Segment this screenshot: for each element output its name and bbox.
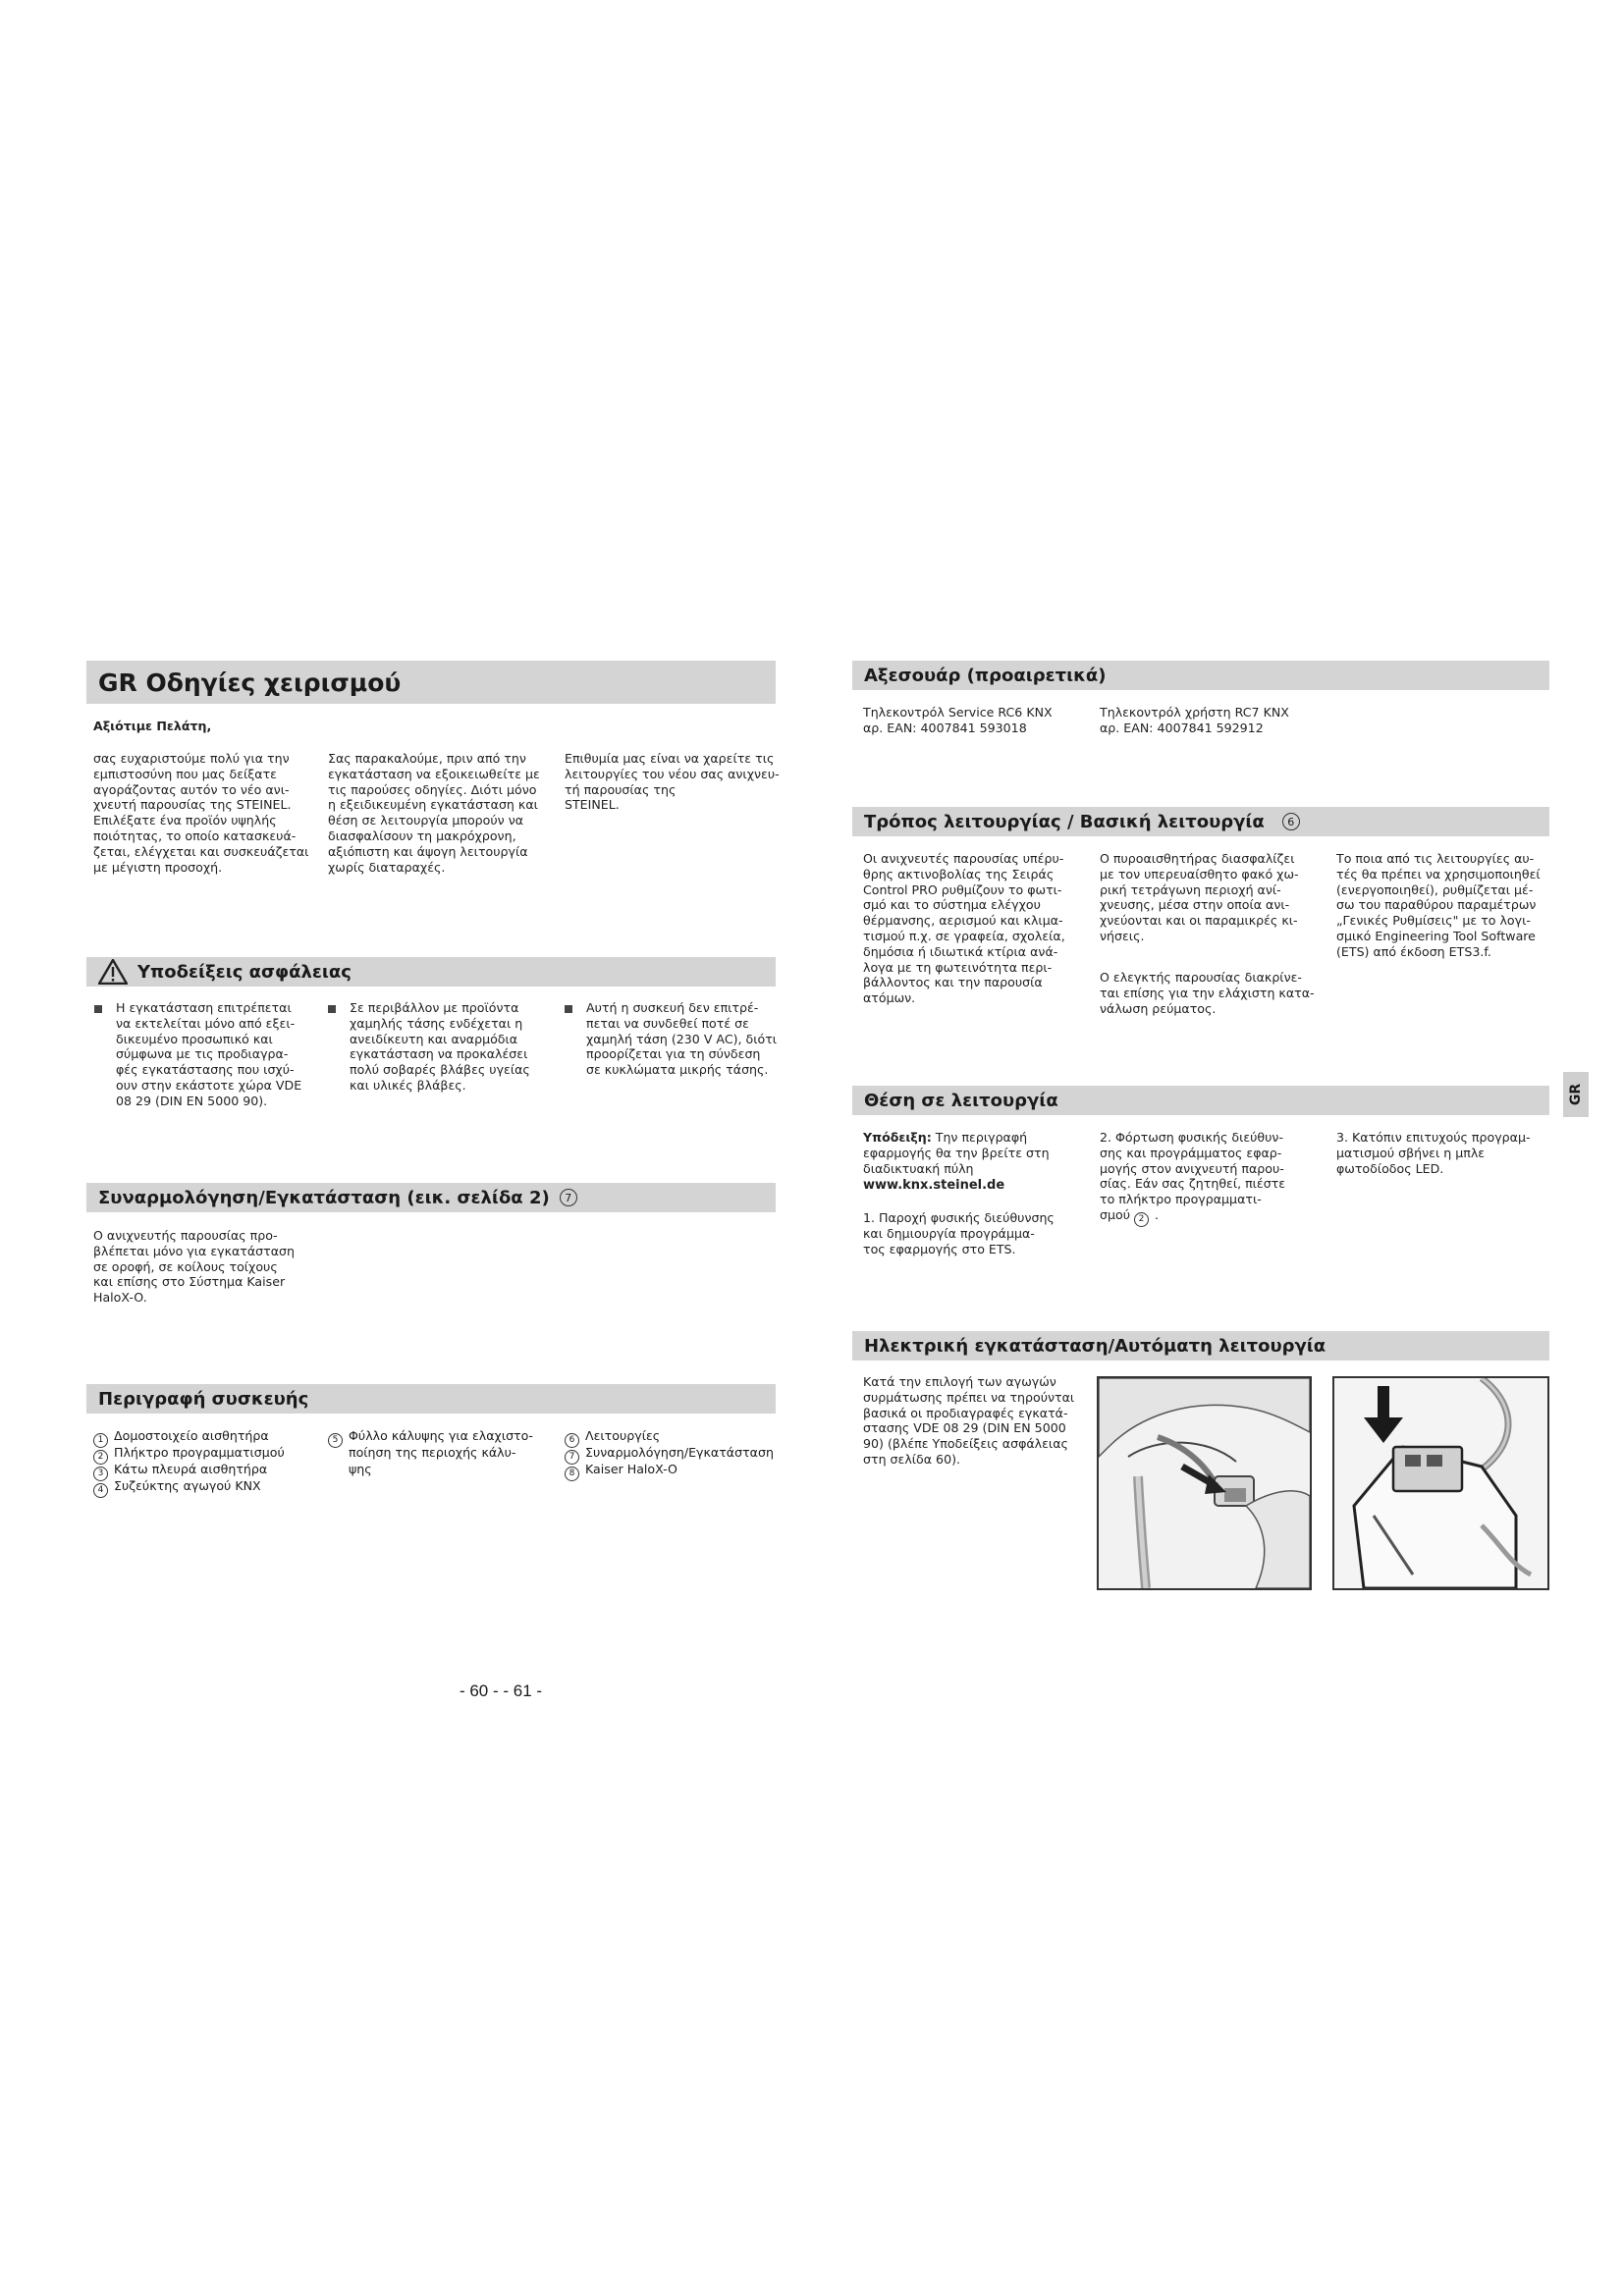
function-col2a: Ο πυροαισθητήρας διασφαλίζει με τον υπερευαίσθητο φακό χω- ρική τετράγωνη περιοχή ανί- χνευσης, μέσα στην οποία ανι- χνεύονται και οι παραμικρές κι- νήσεις.	[1100, 851, 1299, 943]
safety-col2: Σε περιβάλλον με προϊόντα χαμηλής τάσης ενδέχεται η ανειδίκευτη και αναρμόδια εγκατάσταση να προκαλέσει πολύ σοβαρές βλάβες υγείας και υλικές βλάβες.	[350, 1000, 530, 1093]
function-header	[852, 807, 1549, 836]
operation-step3: 3. Κατόπιν επιτυχούς προγραμ- ματισμού σβήνει η μπλε φωτοδίοδος LED.	[1336, 1130, 1531, 1176]
bullet	[565, 1005, 572, 1013]
safety-header	[86, 957, 776, 987]
connector-insertion-illustration	[1334, 1378, 1547, 1588]
mount-number: 7	[560, 1189, 577, 1206]
bullet	[94, 1005, 102, 1013]
desc-item-cont: ψης	[349, 1462, 372, 1476]
desc-item: 6 Λειτουργίες	[565, 1428, 660, 1448]
mount-text: Ο ανιχνευτής παρουσίας προ- βλέπεται μόνο για εγκατάσταση σε οροφή, σε κοίλους τοίχους και επίσης στο Σύστημα Kaiser HaloX-O.	[93, 1228, 296, 1306]
mount-title: Συναρμολόγηση/Εγκατάσταση (εικ. σελίδα 2)	[98, 1187, 550, 1208]
desc-item-cont: ποίηση της περιοχής κάλυ-	[349, 1445, 516, 1460]
operation-title: Θέση σε λειτουργία	[864, 1090, 1058, 1111]
page-title: GR Οδηγίες χειρισμού	[98, 667, 402, 697]
electrical-header	[852, 1331, 1549, 1361]
intro-col3: Επιθυμία μας είναι να χαρείτε τις λειτουργίες του νέου σας ανιχνευ- τή παρουσίας της STEINEL.	[565, 751, 780, 813]
desc-item: 1 Δομοστοιχείο αισθητήρα	[93, 1428, 269, 1448]
desc-item: 4 Συζεύκτης αγωγού KNX	[93, 1478, 261, 1498]
operation-header	[852, 1086, 1549, 1115]
function-col1: Οι ανιχνευτές παρουσίας υπέρυ- θρης ακτινοβολίας της Σειράς Control PRO ρυθμίζουν το φωτι- σμό και το σύστημα ελέγχου θέρμανσης, αερισμού και κλιμα- τισμού π.χ. σε γραφεία, σχολεία, δημόσια ή ιδιωτικά κτίρια ανά- λογα με τη φωτεινότητα περι- βάλλοντος και την παρουσία ατόμων.	[863, 851, 1065, 1006]
greeting: Αξιότιμε Πελάτη,	[93, 719, 212, 733]
safety-col3: Αυτή η συσκευή δεν επιτρέ- πεται να συνδεθεί ποτέ σε χαμηλή τάση (230 V AC), διότι προορίζεται για τη σύνδεση σε κυκλώματα μικρής τάσης.	[586, 1000, 778, 1078]
function-number: 6	[1282, 813, 1300, 830]
desc-item: 3 Κάτω πλευρά αισθητήρα	[93, 1462, 267, 1481]
wiring-photo-2	[1332, 1376, 1549, 1590]
device-desc-title: Περιγραφή συσκευής	[98, 1388, 309, 1410]
intro-col2: Σας παρακαλούμε, πριν από την εγκατάσταση να εξοικειωθείτε με τις παρούσες οδηγίες. Διότι μόνο η εξειδικευμένη εγκατάσταση και θέση σε λειτουργία μπορούν να διασφαλίσουν τη μακρόχρονη, αξιόπιστη και άψογη λειτουργία χωρίς διαταραχές.	[328, 751, 540, 875]
desc-item: 5 Φύλλο κάλυψης για ελαχιστο-	[328, 1428, 533, 1448]
hand-with-wire-illustration	[1099, 1378, 1310, 1588]
intro-col1: σας ευχαριστούμε πολύ για την εμπιστοσύνη που μας δείξατε αγοράζοντας αυτόν το νέο ανι- χνευτή παρουσίας της STEINEL. Επιλέξατε ένα προϊόν υψηλής ποιότητας, το οποίο κατασκευά- ζεται, ελέγχεται και συσκευάζεται με μέγιστη προσοχή.	[93, 751, 309, 875]
accessories-title: Αξεσουάρ (προαιρετικά)	[864, 665, 1107, 686]
function-title: Τρόπος λειτουργίας / Βασική λειτουργία	[864, 811, 1265, 832]
safety-col1: Η εγκατάσταση επιτρέπεται να εκτελείται μόνο από εξει- δικευμένο προσωπικό και σύμφωνα με τις προδιαγρα- φές εγκατάστασης που ισχύ- ουν στην εκάστοτε χώρα VDE 08 29 (DIN EN 5000 90).	[116, 1000, 302, 1108]
page-numbers: - 60 - - 61 -	[459, 1682, 543, 1700]
operation-step2: 2. Φόρτωση φυσικής διεύθυν- σης και προγράμματος εφαρ- μογής στον ανιχνευτή παρου- σίας. Εάν σας ζητηθεί, πιέστε το πλήκτρο προγραμματι- σμού 2 .	[1100, 1130, 1285, 1227]
desc-item: 8 Kaiser HaloX-O	[565, 1462, 677, 1481]
page-title-bar	[86, 661, 776, 704]
operation-url: www.knx.steinel.de	[863, 1178, 1005, 1193]
electrical-title: Ηλεκτρική εγκατάσταση/Αυτόματη λειτουργία	[864, 1335, 1326, 1357]
warning-icon	[98, 959, 128, 985]
accessories-header	[852, 661, 1549, 690]
electrical-text: Κατά την επιλογή των αγωγών συρμάτωσης πρέπει να τηρούνται βασικά οι προδιαγραφές εγκατά- στασης VDE 08 29 (DIN EN 5000 90) (βλέπε Υποδείξεις ασφάλειας στη σελίδα 60).	[863, 1374, 1075, 1467]
operation-note: Υπόδειξη: Την περιγραφή εφαρμογής θα την βρείτε στη διαδικτυακή πύλη	[863, 1130, 1050, 1176]
operation-step1: 1. Παροχή φυσικής διεύθυνσης και δημιουργία προγράμμα- τος εφαρμογής στο ETS.	[863, 1210, 1055, 1256]
accessory-rc7: Τηλεκοντρόλ χρήστη RC7 KNX αρ. EAN: 4007841 592912	[1100, 705, 1289, 735]
function-col2b: Ο ελεγκτής παρουσίας διακρίνε- ται επίσης για την ελάχιστη κατα- νάλωση ρεύματος.	[1100, 970, 1315, 1016]
desc-item: 2 Πλήκτρο προγραμματισμού	[93, 1445, 285, 1465]
function-col3: Το ποια από τις λειτουργίες αυ- τές θα πρέπει να χρησιμοποιηθεί (ενεργοποιηθεί), ρυθμίζεται μέ- σω του παραθύρου παραμέτρων „Γενικές Ρυθμίσεις" με το λογι- σμικό Engineering Tool Software (ETS) από έκδοση ETS3.f.	[1336, 851, 1541, 959]
device-desc-header	[86, 1384, 776, 1414]
wiring-photo-1	[1097, 1376, 1312, 1590]
accessory-rc6: Τηλεκοντρόλ Service RC6 KNX αρ. EAN: 4007841 593018	[863, 705, 1053, 735]
safety-title: Υποδείξεις ασφάλειας	[137, 961, 352, 983]
mount-header	[86, 1183, 776, 1212]
language-side-tab: GR	[1563, 1072, 1589, 1117]
desc-item: 7 Συναρμολόγηση/Εγκατάσταση	[565, 1445, 774, 1465]
bullet	[328, 1005, 336, 1013]
